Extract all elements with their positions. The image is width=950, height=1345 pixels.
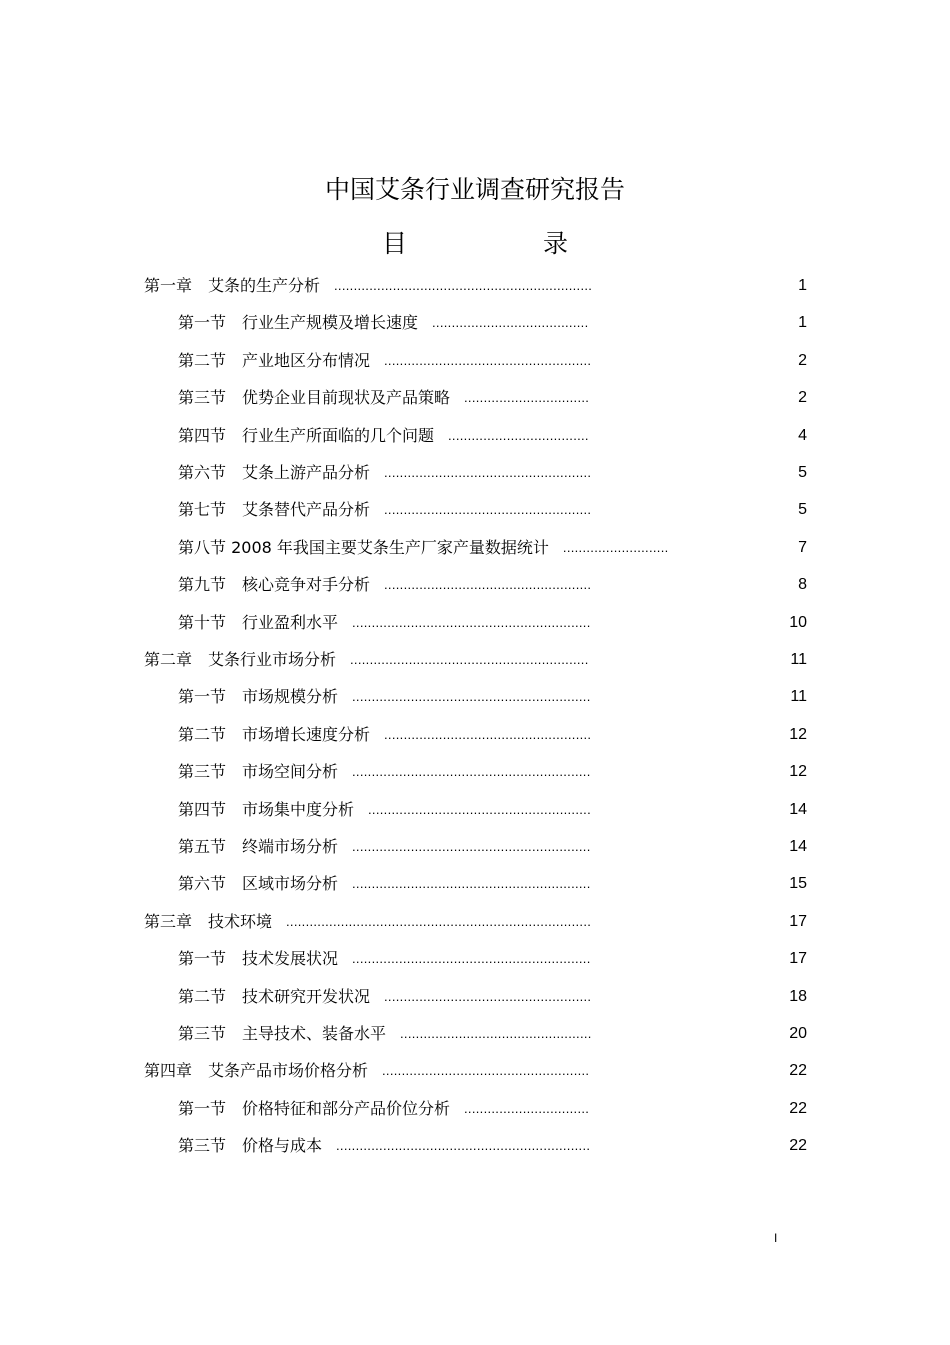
- toc-entry-label: 第三节 优势企业目前现状及产品策略: [178, 388, 451, 407]
- toc-entry-label: 第一章 艾条的生产分析: [144, 276, 321, 295]
- toc-section-row[interactable]: [178, 985, 592, 1009]
- toc-dot-leader: .....................................................: [384, 727, 592, 742]
- footer-page-number: I: [774, 1231, 778, 1245]
- toc-page-number: 2: [798, 389, 807, 406]
- toc-entry-label: 第十节 行业盈利水平: [178, 613, 339, 632]
- toc-entry-label: 第一节 技术发展状况: [178, 949, 339, 968]
- toc-section-row[interactable]: [178, 1097, 590, 1121]
- toc-chapter-row[interactable]: [144, 274, 593, 298]
- toc-page-number: 22: [789, 1100, 807, 1117]
- toc-page-number: 7: [798, 539, 807, 556]
- toc-entry-label: 第一节 市场规模分析: [178, 687, 339, 706]
- toc-chapter-row[interactable]: [144, 910, 592, 934]
- toc-dot-leader: ................................: [464, 1101, 590, 1116]
- toc-dot-leader: ..................................................................: [334, 278, 593, 293]
- toc-dot-leader: .....................................................: [384, 502, 592, 517]
- toc-page-number: 17: [789, 950, 807, 967]
- toc-page-number: 8: [798, 576, 807, 593]
- toc-entry-label: 第二节 技术研究开发状况: [178, 987, 371, 1006]
- toc-dot-leader: .............................................................: [352, 615, 591, 630]
- toc-section-row[interactable]: [178, 872, 591, 896]
- toc-section-row[interactable]: [178, 723, 592, 747]
- toc-entry-label: 第九节 核心竞争对手分析: [178, 575, 371, 594]
- toc-dot-leader: .............................................................: [350, 652, 589, 667]
- toc-page-number: 1: [798, 314, 807, 331]
- toc-heading-left: 目: [381, 229, 407, 258]
- toc-page-number: 15: [789, 875, 807, 892]
- toc-heading: [0, 226, 950, 262]
- toc-dot-leader: .....................................................: [384, 577, 592, 592]
- toc-dot-leader: .....................................................: [384, 465, 592, 480]
- toc-page-number: 5: [798, 501, 807, 518]
- toc-entry-label: 第四节 市场集中度分析: [178, 800, 355, 819]
- toc-page-number: 5: [798, 464, 807, 481]
- toc-section-row[interactable]: [178, 798, 591, 822]
- toc-section-row[interactable]: [178, 685, 591, 709]
- toc-dot-leader: .............................................................: [352, 689, 591, 704]
- toc-entry-label: 第三节 价格与成本: [178, 1136, 323, 1155]
- toc-dot-leader: .............................................................: [352, 839, 591, 854]
- toc-page-number: 14: [789, 801, 807, 818]
- toc-dot-leader: .........................................................: [368, 802, 591, 817]
- toc-dot-leader: ........................................: [432, 315, 589, 330]
- toc-section-row[interactable]: [178, 498, 592, 522]
- toc-dot-leader: .............................................................: [352, 951, 591, 966]
- toc-entry-label: 第五节 终端市场分析: [178, 837, 339, 856]
- toc-page-number: 11: [790, 688, 807, 705]
- toc-entry-label: 第六节 艾条上游产品分析: [178, 463, 371, 482]
- toc-section-row[interactable]: [178, 835, 591, 859]
- toc-dot-leader: .............................................................: [352, 764, 591, 779]
- toc-dot-leader: ................................: [464, 390, 590, 405]
- toc-page-number: 17: [789, 913, 807, 930]
- toc-page-number: 12: [789, 763, 807, 780]
- document-title: 中国艾条行业调查研究报告: [324, 175, 625, 204]
- toc-section-row[interactable]: [178, 311, 589, 335]
- toc-section-row[interactable]: [178, 1134, 591, 1158]
- toc-page-number: 10: [789, 614, 807, 631]
- toc-page-number: 22: [789, 1062, 807, 1079]
- toc-page-number: 4: [798, 427, 807, 444]
- toc-section-row[interactable]: [178, 611, 591, 635]
- toc-dot-leader: ..............................................................................: [286, 914, 592, 929]
- toc-entry-label: 第三节 市场空间分析: [178, 762, 339, 781]
- toc-chapter-row[interactable]: [144, 1059, 590, 1083]
- toc-section-row[interactable]: [178, 1022, 592, 1046]
- toc-entry-label: 第四节 行业生产所面临的几个问题: [178, 426, 435, 445]
- toc-section-row[interactable]: [178, 536, 669, 560]
- toc-entry-label: 第六节 区域市场分析: [178, 874, 339, 893]
- toc-dot-leader: .............................................................: [352, 876, 591, 891]
- toc-entry-label: 第二节 市场增长速度分析: [178, 725, 371, 744]
- toc-entry-label: 第二节 产业地区分布情况: [178, 351, 371, 370]
- toc-page-number: 20: [789, 1025, 807, 1042]
- toc-dot-leader: .................................................................: [336, 1138, 591, 1153]
- toc-dot-leader: .....................................................: [384, 353, 592, 368]
- toc-page-number: 14: [789, 838, 807, 855]
- toc-section-row[interactable]: [178, 461, 592, 485]
- toc-dot-leader: .....................................................: [384, 989, 592, 1004]
- toc-dot-leader: ....................................: [448, 428, 589, 443]
- toc-section-row[interactable]: [178, 386, 590, 410]
- toc-dot-leader: .................................................: [400, 1026, 592, 1041]
- toc-entry-label: 第三章 技术环境: [144, 912, 273, 931]
- toc-page-number: 18: [789, 988, 807, 1005]
- toc-entry-label: 第二章 艾条行业市场分析: [144, 650, 337, 669]
- toc-dot-leader: ...........................: [562, 540, 669, 555]
- toc-page-number: 22: [789, 1137, 807, 1154]
- toc-heading-right: 录: [543, 229, 569, 258]
- toc-entry-label: 第四章 艾条产品市场价格分析: [144, 1061, 369, 1080]
- toc-chapter-row[interactable]: [144, 648, 589, 672]
- toc-entry-label: 第七节 艾条替代产品分析: [178, 500, 371, 519]
- toc-page-number: 11: [790, 651, 807, 668]
- toc-section-row[interactable]: [178, 573, 592, 597]
- toc-section-row[interactable]: [178, 349, 592, 373]
- toc-section-row[interactable]: [178, 947, 591, 971]
- toc-section-row[interactable]: [178, 760, 591, 784]
- toc-dot-leader: .....................................................: [382, 1063, 590, 1078]
- toc-entry-label: 第一节 价格特征和部分产品价位分析: [178, 1099, 451, 1118]
- toc-entry-label: 第八节 2008 年我国主要艾条生产厂家产量数据统计: [178, 538, 549, 557]
- toc-entry-label: 第三节 主导技术、装备水平: [178, 1024, 387, 1043]
- toc-page-number: 2: [798, 352, 807, 369]
- toc-entry-label: 第一节 行业生产规模及增长速度: [178, 313, 419, 332]
- toc-page-number: 12: [789, 726, 807, 743]
- toc-section-row[interactable]: [178, 424, 589, 448]
- toc-page-number: 1: [798, 277, 807, 294]
